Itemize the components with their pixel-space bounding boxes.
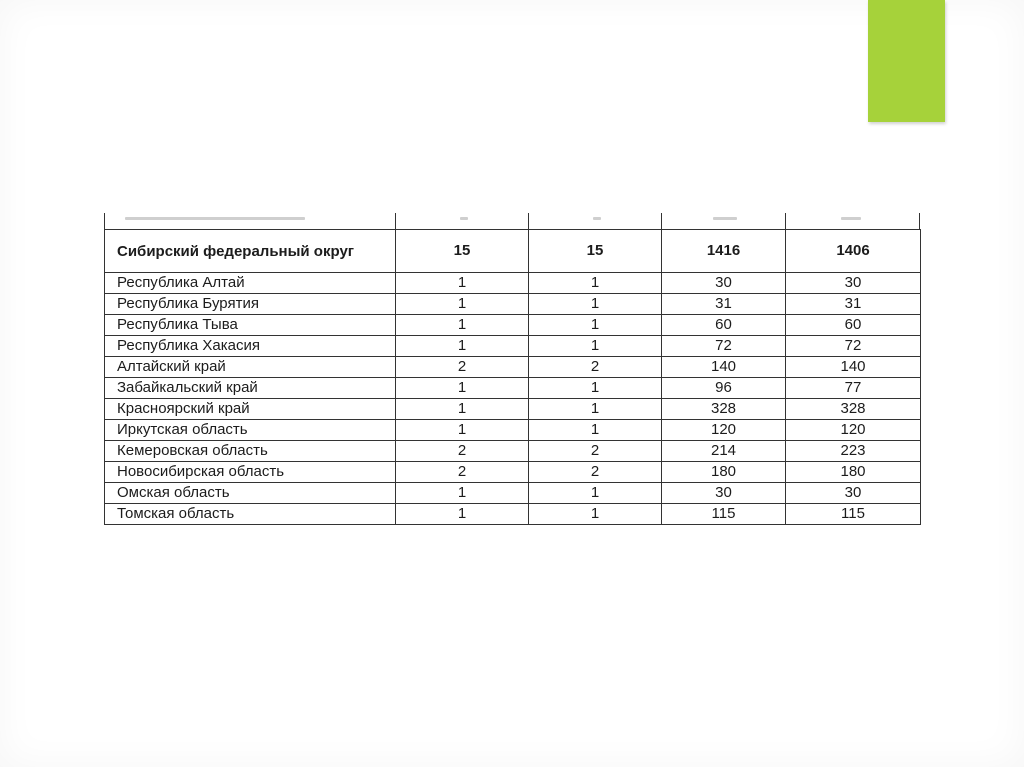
region-name-cell: Кемеровская область: [105, 441, 396, 462]
col2-cell: 1: [529, 420, 662, 441]
region-table-container: [104, 213, 920, 525]
col3-cell: 115: [662, 504, 786, 525]
table-row: [105, 483, 921, 504]
col1-cell: 2: [396, 357, 529, 378]
col2-cell: 1: [529, 399, 662, 420]
col4-cell: 223: [786, 441, 921, 462]
col1-cell: 1: [396, 315, 529, 336]
col2-cell: 2: [529, 357, 662, 378]
col4-cell: 115: [786, 504, 921, 525]
district-col4: 1406: [786, 230, 921, 273]
col3-cell: 30: [662, 273, 786, 294]
table-row: [105, 399, 921, 420]
col4-cell: 30: [786, 483, 921, 504]
table-row: [105, 294, 921, 315]
col4-cell: 328: [786, 399, 921, 420]
col1-cell: 1: [396, 483, 529, 504]
col3-cell: 30: [662, 483, 786, 504]
table-row: [105, 315, 921, 336]
col2-cell: 1: [529, 315, 662, 336]
region-name-cell: Республика Хакасия: [105, 336, 396, 357]
col2-cell: 1: [529, 273, 662, 294]
col4-cell: 31: [786, 294, 921, 315]
cropped-text-fragment: [713, 217, 737, 220]
col2-cell: 2: [529, 462, 662, 483]
col2-cell: 1: [529, 378, 662, 399]
district-col3: 1416: [662, 230, 786, 273]
col1-cell: 2: [396, 462, 529, 483]
col3-cell: 214: [662, 441, 786, 462]
region-name-cell: Республика Тыва: [105, 315, 396, 336]
region-name-cell: Иркутская область: [105, 420, 396, 441]
col3-cell: 31: [662, 294, 786, 315]
table-row: [105, 336, 921, 357]
col1-cell: 1: [396, 399, 529, 420]
table-row: [105, 441, 921, 462]
region-name-cell: Алтайский край: [105, 357, 396, 378]
region-name-cell: Красноярский край: [105, 399, 396, 420]
cropped-divider: [528, 213, 529, 229]
table-header-row: [105, 230, 921, 273]
col1-cell: 1: [396, 336, 529, 357]
col3-cell: 180: [662, 462, 786, 483]
region-name-cell: Томская область: [105, 504, 396, 525]
col2-cell: 1: [529, 483, 662, 504]
district-col2: 15: [529, 230, 662, 273]
col1-cell: 1: [396, 504, 529, 525]
table-row: [105, 378, 921, 399]
col2-cell: 1: [529, 294, 662, 315]
district-name: Сибирский федеральный округ: [105, 230, 396, 273]
col1-cell: 1: [396, 378, 529, 399]
col4-cell: 30: [786, 273, 921, 294]
region-name-cell: Забайкальский край: [105, 378, 396, 399]
table-row: [105, 273, 921, 294]
col1-cell: 1: [396, 294, 529, 315]
col3-cell: 120: [662, 420, 786, 441]
col3-cell: 140: [662, 357, 786, 378]
cropped-divider: [395, 213, 396, 229]
region-name-cell: Республика Алтай: [105, 273, 396, 294]
col3-cell: 60: [662, 315, 786, 336]
region-name-cell: Новосибирская область: [105, 462, 396, 483]
col2-cell: 1: [529, 504, 662, 525]
region-name-cell: Омская область: [105, 483, 396, 504]
district-col1: 15: [396, 230, 529, 273]
accent-block: [868, 0, 945, 122]
col4-cell: 77: [786, 378, 921, 399]
col1-cell: 2: [396, 441, 529, 462]
table-row: [105, 462, 921, 483]
cropped-previous-row: [104, 213, 920, 229]
col3-cell: 96: [662, 378, 786, 399]
table-row: [105, 357, 921, 378]
col4-cell: 140: [786, 357, 921, 378]
col4-cell: 180: [786, 462, 921, 483]
cropped-divider: [785, 213, 786, 229]
region-name-cell: Республика Бурятия: [105, 294, 396, 315]
region-table: [104, 229, 921, 525]
table-row: [105, 504, 921, 525]
col4-cell: 120: [786, 420, 921, 441]
col2-cell: 1: [529, 336, 662, 357]
cropped-divider: [661, 213, 662, 229]
col3-cell: 72: [662, 336, 786, 357]
cropped-text-fragment: [460, 217, 468, 220]
col4-cell: 60: [786, 315, 921, 336]
col2-cell: 2: [529, 441, 662, 462]
cropped-text-fragment: [841, 217, 861, 220]
col1-cell: 1: [396, 420, 529, 441]
col3-cell: 328: [662, 399, 786, 420]
cropped-text-fragment: [593, 217, 601, 220]
col4-cell: 72: [786, 336, 921, 357]
col1-cell: 1: [396, 273, 529, 294]
table-row: [105, 420, 921, 441]
cropped-text-fragment: [125, 217, 305, 220]
